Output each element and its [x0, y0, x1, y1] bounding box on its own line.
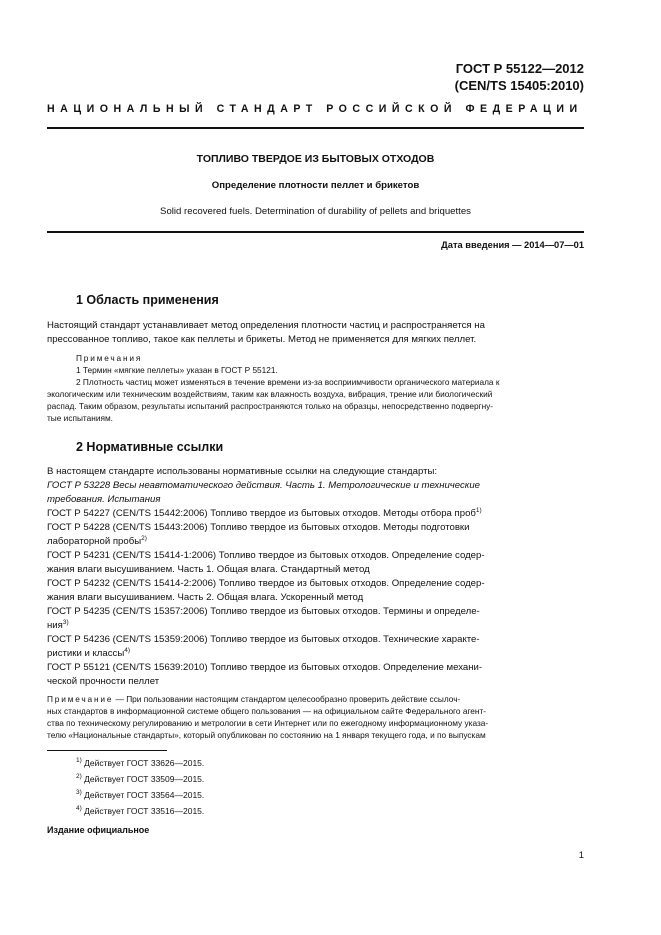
section-2-note-line: Примечание — При пользовании настоящим стандартом целесообразно проверить действие ссылоч-	[47, 694, 461, 704]
section-1-paragraph-line: Настоящий стандарт устанавливает метод определения плотности частиц и распространяется на	[47, 320, 485, 331]
section-2-intro: В настоящем стандарте использованы нормативные ссылки на следующие стандарты:	[47, 466, 438, 477]
notes-label: Примечания	[76, 353, 143, 363]
reference-gost-55121-cont: ческой прочности пеллет	[47, 676, 160, 687]
note-2-line: распад. Таким образом, результаты испытаний распространяются только на образцы, непосредственно подвергну-	[47, 401, 494, 411]
footnote-4: $^{4)}$ Действует ГОСТ 33516—2015.	[76, 805, 205, 816]
document-title: ТОПЛИВО ТВЕРДОЕ ИЗ БЫТОВЫХ ОТХОДОВ	[196, 153, 435, 165]
cen-number: (CEN/TS 15405:2010)	[454, 78, 584, 93]
document-page	[47, 0, 584, 935]
document-number-block	[455, 60, 584, 94]
reference-gost-54231-cont: жания влаги высушиванием. Часть 1. Общая влага. Стандартный метод	[47, 564, 370, 575]
footnote-3: $^{3)}$ Действует ГОСТ 33564—2015.	[76, 789, 205, 800]
reference-gost-54236: ГОСТ Р 54236 (CEN/TS 15359:2006) Топливо твердое из бытовых отходов. Технические характе-	[47, 634, 480, 645]
section-1-heading: 1 Область применения	[76, 293, 219, 307]
note-2-line: 2 Плотность частиц может изменяться в течение времени из-за восприимчивости органического материала к	[76, 377, 500, 387]
reference-gost-54228-cont: лабораторной пробы$^{2)}$	[47, 534, 147, 547]
footnote-1: $^{1)}$ Действует ГОСТ 33626—2015.	[76, 757, 205, 768]
official-edition-label: Издание официальное	[47, 825, 150, 835]
introduction-date: Дата введения — 2014—07—01	[441, 240, 584, 250]
reference-gost-54235-cont: ния$^{3)}$	[47, 618, 69, 631]
page-number: 1	[578, 850, 584, 861]
gost-number: ГОСТ Р 55122—2012	[455, 61, 584, 76]
section-2-note-line: ства по техническому регулированию и метрологии в сети Интернет или по ежегодному информационному указа-	[47, 718, 489, 728]
reference-gost-54236-cont: ристики и классы$^{4)}$	[47, 646, 130, 659]
english-title: Solid recovered fuels. Determination of durability of pellets and briquettes	[160, 206, 471, 217]
note-2-line: тые испытаниям.	[47, 413, 113, 423]
reference-gost-54231: ГОСТ Р 54231 (CEN/TS 15414-1:2006) Топливо твердое из бытовых отходов. Определение содер-	[47, 550, 485, 561]
note-1: 1 Термин «мягкие пеллеты» указан в ГОСТ Р 55121.	[76, 365, 278, 375]
reference-gost-53228: ГОСТ Р 53228 Весы неавтоматического действия. Часть 1. Метрологические и технические	[47, 480, 481, 491]
section-2-note-line: телю «Национальные стандарты», который опубликован по состоянию на 1 января текущего года, и по выпускам	[47, 730, 486, 740]
section-2-heading: 2 Нормативные ссылки	[76, 440, 224, 454]
title-rule	[47, 231, 584, 233]
section-2-note-line: ных стандартов в информационной системе общего пользования — на официальном сайте Федерального агент-	[47, 706, 487, 716]
footnote-2: $^{2)}$ Действует ГОСТ 33509—2015.	[76, 773, 205, 784]
reference-gost-54228: ГОСТ Р 54228 (CEN/TS 15443:2006) Топливо твердое из бытовых отходов. Методы подготовки	[47, 522, 470, 533]
header-rule	[47, 127, 584, 129]
reference-gost-55121: ГОСТ Р 55121 (CEN/TS 15639:2010) Топливо твердое из бытовых отходов. Определение механи-	[47, 662, 483, 673]
note-2-line: экологическим или техническим воздействиям, таким как влажность воздуха, вибрация, трение или биологический	[47, 389, 493, 399]
footnote-rule	[47, 750, 167, 751]
reference-gost-53228-cont: требования. Испытания	[47, 494, 161, 505]
section-1-paragraph-line: прессованное топливо, такое как пеллеты и брикеты. Метод не применяется для мягких пеллет.	[47, 334, 477, 345]
reference-gost-54235: ГОСТ Р 54235 (CEN/TS 15357:2006) Топливо твердое из бытовых отходов. Термины и определе-	[47, 606, 480, 617]
reference-gost-54232: ГОСТ Р 54232 (CEN/TS 15414-2:2006) Топливо твердое из бытовых отходов. Определение содер-	[47, 578, 485, 589]
reference-gost-54227: ГОСТ Р 54227 (CEN/TS 15442:2006) Топливо твердое из бытовых отходов. Методы отбора проб$^{1)}$	[47, 506, 482, 519]
reference-gost-54232-cont: жания влаги высушиванием. Часть 2. Общая влага. Ускоренный метод	[47, 592, 364, 603]
document-subtitle: Определение плотности пеллет и брикетов	[211, 180, 420, 191]
national-standard-banner: НАЦИОНАЛЬНЫЙ СТАНДАРТ РОССИЙСКОЙ ФЕДЕРАЦИИ	[47, 103, 583, 115]
